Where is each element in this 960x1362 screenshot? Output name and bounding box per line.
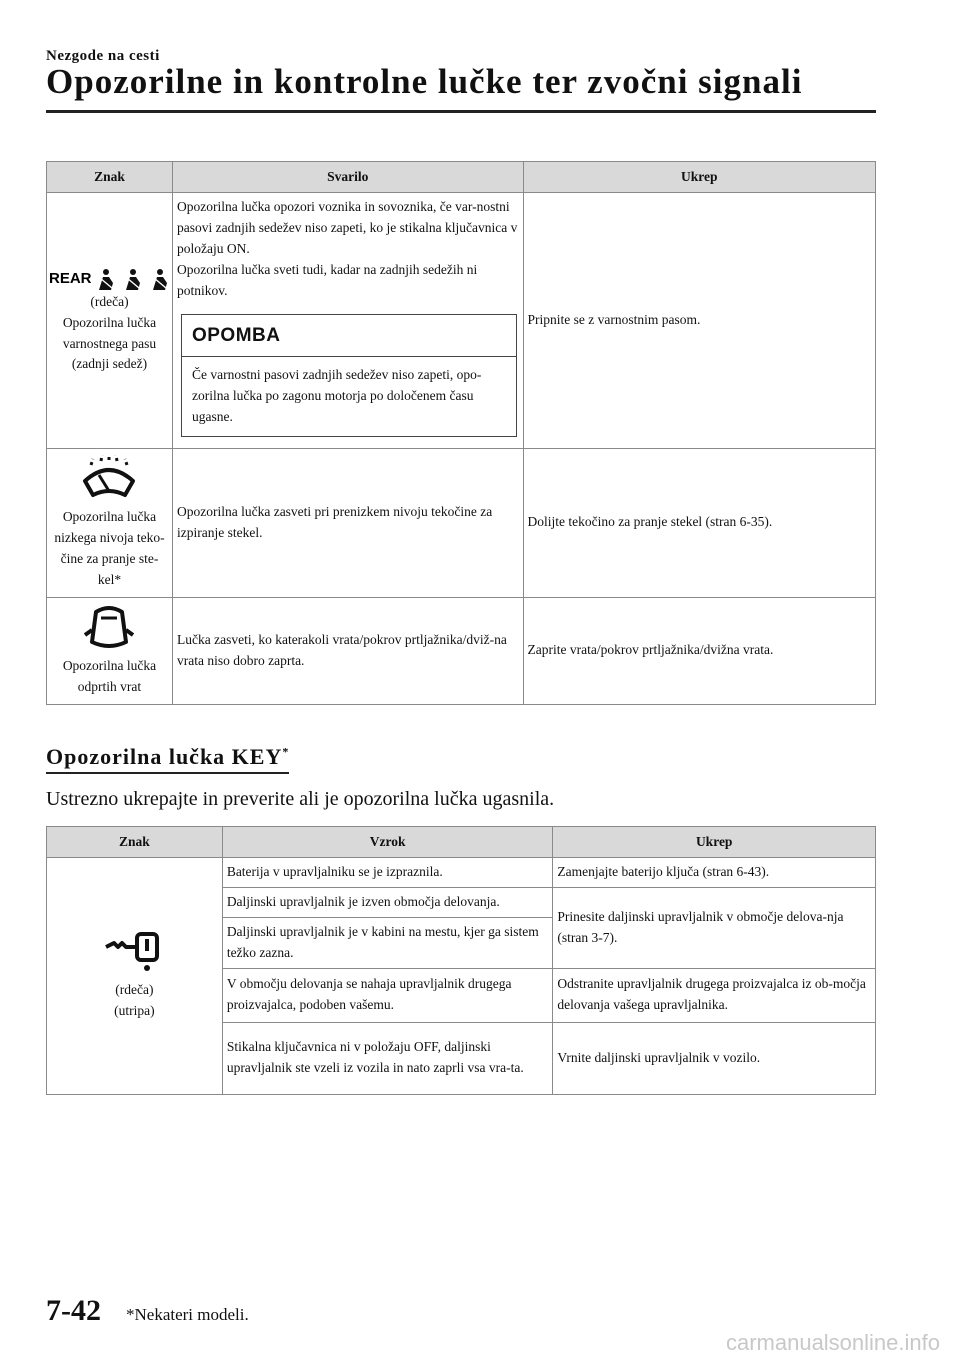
sign-label: kel* bbox=[97, 571, 122, 587]
warning-text: Opozorilna lučka opozori voznika in sovoznika, če var-nostni pasovi zadnjih sedežev niso zapeti, ko je stikalna ključavnica v položaju ON. bbox=[176, 199, 518, 256]
sign-label: (zadnji sedež) bbox=[71, 356, 148, 372]
sign-cell bbox=[47, 449, 173, 598]
cause-cell: Baterija v upravljalniku se je izpraznila. bbox=[222, 858, 553, 888]
sign-label: nizkega nivoja teko- bbox=[54, 529, 165, 545]
sign-label: odprtih vrat bbox=[77, 678, 142, 694]
column-header: Znak bbox=[47, 162, 173, 193]
table-row bbox=[47, 193, 876, 449]
sign-label: Opozorilna lučka bbox=[62, 509, 157, 524]
table-header-row bbox=[47, 827, 876, 858]
action-cell: Pripnite se z varnostnim pasom. bbox=[523, 193, 876, 449]
table-row bbox=[47, 858, 876, 888]
action-cell: Zaprite vrata/pokrov prtljažnika/dvižna vrata. bbox=[523, 597, 876, 704]
footnote: *Nekateri modeli. bbox=[126, 1305, 249, 1324]
key-warning-table bbox=[46, 826, 876, 1095]
key-heading-text: Opozorilna lučka KEY bbox=[46, 744, 283, 769]
warning-cell: Opozorilna lučka zasveti pri prenizkem nivoju tekočine za izpiranje stekel. bbox=[172, 449, 523, 598]
page-number: 7-42 bbox=[46, 1294, 101, 1327]
action-cell: Odstranite upravljalnik drugega proizvajalca iz ob-močja delovanja vašega upravljalnika. bbox=[553, 968, 876, 1022]
watermark: carmanualsonline.info bbox=[725, 1330, 940, 1355]
table-header-row bbox=[47, 162, 876, 193]
sign-label: varnostnega pasu bbox=[62, 335, 157, 351]
warning-lights-table bbox=[46, 161, 876, 705]
sign-cell bbox=[47, 597, 173, 704]
sign-label: (rdeča) bbox=[115, 981, 154, 997]
rear-icon-label: REAR bbox=[49, 269, 92, 287]
sign-label: Opozorilna lučka bbox=[62, 314, 157, 330]
table-row bbox=[47, 597, 876, 704]
warning-cell bbox=[172, 193, 523, 449]
title-rule bbox=[46, 110, 876, 113]
note-title: OPOMBA bbox=[182, 315, 516, 357]
warning-text: Opozorilna lučka sveti tudi, kadar na zadnjih sedežih ni potnikov. bbox=[176, 261, 478, 298]
sign-label: čine za pranje ste- bbox=[60, 550, 159, 566]
column-header: Znak bbox=[47, 827, 223, 858]
action-cell: Dolijte tekočino za pranje stekel (stran 6-35). bbox=[523, 449, 876, 598]
sign-label: Opozorilna lučka bbox=[62, 657, 157, 673]
cause-cell: V območju delovanja se nahaja upravljalnik drugega proizvajalca, podoben vašemu. bbox=[222, 968, 553, 1022]
column-header: Ukrep bbox=[553, 827, 876, 858]
action-cell: Vrnite daljinski upravljalnik v vozilo. bbox=[553, 1022, 876, 1094]
table-row bbox=[47, 449, 876, 598]
note-box bbox=[181, 314, 517, 437]
cause-cell: Stikalna ključavnica ni v položaju OFF, daljinski upravljalnik ste vzeli iz vozila in nato zaprli vsa vra-ta. bbox=[222, 1022, 553, 1094]
key-warning-icon bbox=[104, 930, 164, 974]
sign-label: (utripa) bbox=[114, 1002, 155, 1018]
footnote-marker: * bbox=[282, 744, 290, 759]
column-header: Ukrep bbox=[523, 162, 876, 193]
note-text: Če varnostni pasovi zadnjih sedežev niso zapeti, opo-zorilna lučka po zagonu motorja po določenem času ugasne. bbox=[191, 367, 482, 424]
column-header: Svarilo bbox=[172, 162, 523, 193]
section-label: Nezgode na cesti bbox=[46, 48, 160, 64]
action-cell: Prinesite daljinski upravljalnik v območje delova-nja (stran 3-7). bbox=[553, 887, 876, 968]
washer-fluid-icon bbox=[81, 455, 137, 499]
sign-label: (rdeča) bbox=[90, 293, 129, 309]
door-ajar-icon bbox=[84, 604, 134, 650]
key-section-intro: Ustrezno ukrepajte in preverite ali je opozorilna lučka ugasnila. bbox=[46, 788, 555, 810]
page-title: Opozorilne in kontrolne lučke ter zvočni signali bbox=[46, 62, 803, 101]
sign-cell bbox=[47, 858, 223, 1095]
sign-cell bbox=[47, 193, 173, 449]
column-header: Vzrok bbox=[222, 827, 553, 858]
warning-cell: Lučka zasveti, ko katerakoli vrata/pokrov prtljažnika/dviž-na vrata niso dobro zaprta. bbox=[172, 597, 523, 704]
key-section-heading bbox=[46, 744, 289, 774]
cause-cell: Daljinski upravljalnik je v kabini na mestu, kjer ga sistem težko zazna. bbox=[222, 917, 553, 968]
action-cell: Zamenjajte baterijo ključa (stran 6-43). bbox=[553, 858, 876, 888]
cause-cell: Daljinski upravljalnik je izven območja delovanja. bbox=[222, 887, 553, 917]
rear-seatbelt-warning-icon bbox=[49, 266, 169, 292]
